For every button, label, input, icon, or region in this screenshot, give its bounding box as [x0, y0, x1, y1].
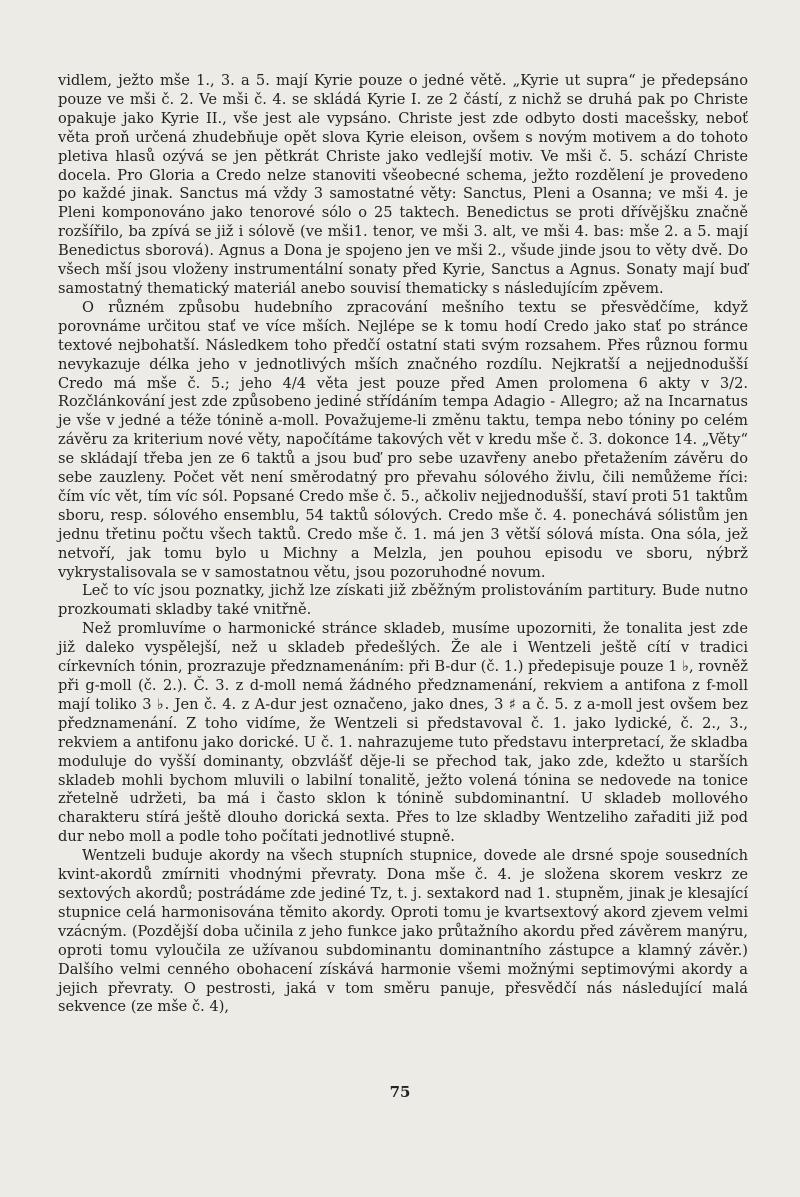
paragraph-1: vidlem, ježto mše 1., 3. a 5. mají Kyrie pouze o jedné větě. „Kyrie ut supra“ je předepsáno pouze ve mši č. 2. Ve mši č. 4. se skládá Kyrie I. ze 2 částí, z nichž se druhá pak po Christe opakuje jako Kyrie II., vše jest ale vypsáno. Christe jest zde odbyto dosti macešsky, neboť věta proň určená zhudebňuje opět slova Kyrie eleison, ovšem s novým motivem a do tohoto pletiva hlasů ozývá se jen pětkrát Christe jako vedlejší motiv. Ve mši č. 5. schází Christe docela. Pro Gloria a Credo nelze stanoviti všeobecné schema, ježto rozdělení je provedeno po každé jinak. Sanctus má vždy 3 samostatné věty: Sanctus, Pleni a Osanna; ve mši 4. je Pleni komponováno jako tenorové sólo o 25 taktech. Benedictus se proti dřívějšku značně rozšířilo, ba zpívá se již i sólově (ve mši1. tenor, ve mši 3. alt, ve mši 4. bas: mše 2. a 5. mají Benedictus sborová). Agnus a Dona je spojeno jen ve mši 2., všude jinde jsou to věty dvě. Do všech mší jsou vloženy instrumentální sonaty před Kyrie, Sanctus a Agnus. Sonaty mají buď samostatný thematický materiál anebo souvisí thematicky s následujícím zpěvem. — [58, 72, 748, 297]
page-number: 75 — [389, 1083, 411, 1101]
paragraph-5: Wentzeli buduje akordy na všech stupních stupnice, dovede ale drsné spoje sousedních kvint-akordů zmírniti vhodnými převraty. Dona mše č. 4. je složena skorem veskrz ze sextových akordů; postrádáme zde jediné Tz, t. j. sextakord nad 1. stupněm, jinak je klesající stupnice celá harmonisována těmito akordy. Oproti tomu je kvartsextový akord zjevem velmi vzácným. (Pozdější doba učinila z jeho funkce jako průtažního akordu před závěrem manýru, oproti tomu vyloučila ze užívanou subdominantu dominantního zástupce a klamný závěr.) Dalšího velmi cenného obohacení získává harmonie všemi možnými septimovými akordy a jejich převraty. O pestrosti, jaká v tom směru panuje, přesvědčí nás následující malá sekvence (ze mše č. 4), — [58, 847, 748, 1016]
paragraph-4: Než promluvíme o harmonické stránce skladeb, musíme upozorniti, že tonalita jest zde již daleko vyspělejší, než u skladeb předešlých. Že ale i Wentzeli ještě cítí v tradici církevních tónin, prozrazuje předznamenáním: při B-dur (č. 1.) předepisuje pouze 1 ♭, rovněž při g-moll (č. 2.). Č. 3. z d-moll nemá žádného předznamenání, rekviem a antifona z f-moll mají toliko 3 ♭. Jen č. 4. z A-dur jest označeno, jako dnes, 3 ♯ a č. 5. z a-moll jest ovšem bez předznamenání. Z toho vidíme, že Wentzeli si představoval č. 1. jako lydické, č. 2., 3., rekviem a antifonu jako dorické. U č. 1. nahrazujeme tuto představu interpretací, že skladba moduluje do vyšší dominanty, obzvlášť děje-li se přechod tak, jako zde, kdežto u starších skladeb mohli bychom mluvili o labilní tonalitě, ježto volená tónina se nedovede na tonice zřetelně udržeti, ba má i často sklon k tónině subdominantní. U skladeb mollového charakteru stírá ještě dlouho dorická sexta. Přes to lze skladby Wentzeliho zařaditi již pod dur nebo moll a podle toho počítati jednotlivé stupně. — [58, 620, 748, 846]
paragraph-2: O různém způsobu hudebního zpracování mešního textu se přesvědčíme, když porovnáme určitou stať ve více mších. Nejlépe se k tomu hodí Credo jako stať po stránce textové nejbohatší. Následkem toho předčí ostatní stati svým rozsahem. Přes různou formu nevykazuje délka jeho v jednotlivých mších značného rozdílu. Nejkratší a nejjednodušší Credo má mše č. 5.; jeho 4/4 věta jest pouze před Amen prolomena 6 akty v 3/2. Rozčlánkování jest zde způsobeno jediné střídáním tempa Adagio - Allegro; až na Incarnatus je vše v jedné a téže tónině a-moll. Považujeme-li změnu taktu, tempa nebo tóniny po celém závěru za kriterium nové věty, napočítáme takových vět v kredu mše č. 3. dokonce 14. „Věty“ se skládají třeba jen ze 6 taktů a jsou buď pro sebe uzavřeny anebo přetažením závěru do sebe zauzleny. Počet vět není směrodatný pro převahu sólového živlu, čili nemůžeme říci: čím víc vět, tím víc sól. Popsané Credo mše č. 5., ačkoliv nejjednodušší, staví proti 51 taktům sboru, resp. sólového ensemblu, 54 taktů sólových. Credo mše č. 4. ponechává sólistům jen jednu třetinu počtu všech taktů. Credo mše č. 1. má jen 3 větší sólová místa. Ona sóla, jež netvoří, jak tomu bylo u Michny a Melzla, jen pouhou episodu ve sboru, nýbrž vykrystalisovala se v samostatnou větu, jsou pozoruhodné novum. — [58, 298, 748, 581]
paragraph-3: Leč to víc jsou poznatky, jichž lze získati již zběžným prolistováním partitury. Bude nutno prozkoumati skladby také vnitřně. — [58, 582, 748, 619]
